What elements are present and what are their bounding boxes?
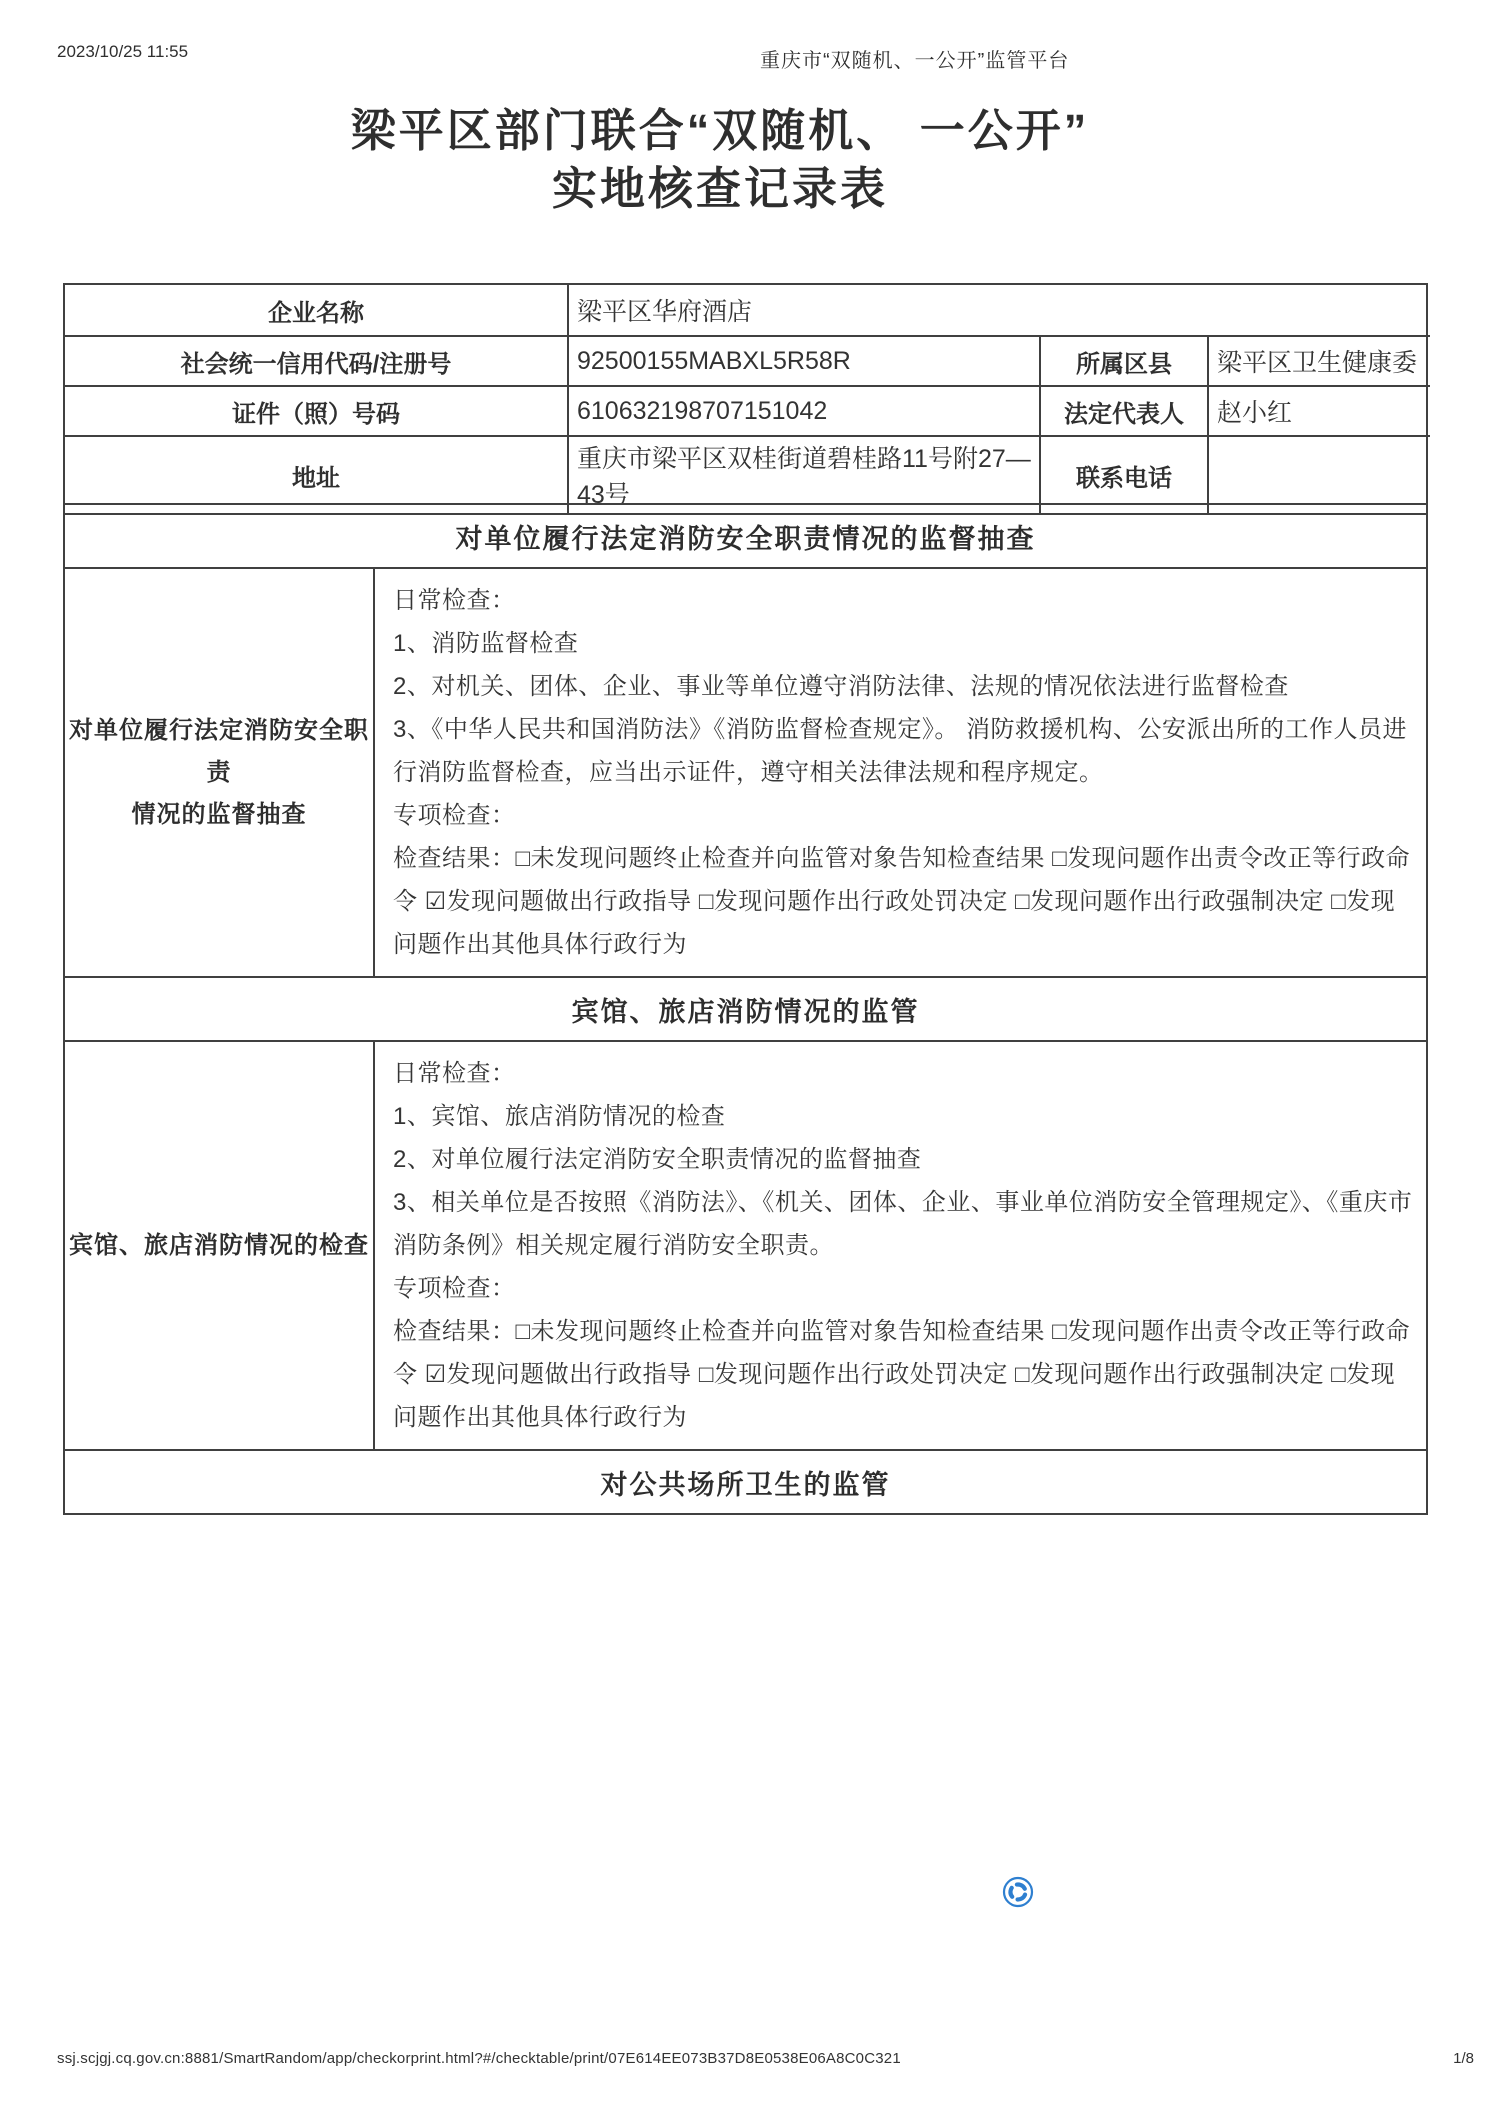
left-label-line2: 情况的监督抽查 <box>131 800 307 828</box>
check-result-line: 检查结果：□未发现问题终止检查并向监管对象告知检查结果 □发现问题作出责令改正等行政命令 ☑发现问题做出行政指导 □发现问题作出行政处罚决定 □发现问题作出行政强制决定 □发现问题作出其他具体行政行为 <box>393 845 1411 958</box>
document-title-line1: 梁平区部门联合“双随机、 一公开” <box>350 105 1090 156</box>
section-body-hotel-fire <box>65 1040 1426 1449</box>
swirl-refresh-icon <box>1002 1876 1034 1908</box>
document-title <box>0 102 1440 218</box>
platform-title: 重庆市“双随机、一公开”监管平台 <box>760 50 1070 72</box>
section-content-hotel-fire <box>375 1042 1430 1449</box>
check-item-2: 2、对机关、团体、企业、事业等单位遵守消防法律、法规的情况依法进行监督检查 <box>393 673 1289 700</box>
section-left-label-fire-duty <box>65 569 375 976</box>
label-enterprise-name: 企业名称 <box>268 299 364 327</box>
label-legal-representative: 法定代表人 <box>1039 385 1207 435</box>
section-content-fire-duty <box>375 569 1430 976</box>
left-label-line1: 对单位履行法定消防安全职责 <box>69 716 369 786</box>
check-item-3: 3、相关单位是否按照《消防法》、《机关、团体、企业、事业单位消防安全管理规定》、《重庆市消防条例》相关规定履行消防安全职责。 <box>393 1189 1413 1259</box>
section-body-fire-duty <box>65 567 1426 976</box>
label-contact-phone: 联系电话 <box>1039 435 1207 513</box>
check-item-2: 2、对单位履行法定消防安全职责情况的监督抽查 <box>393 1146 922 1173</box>
enterprise-info-table <box>63 283 1428 515</box>
value-address: 重庆市梁平区双桂街道碧桂路11号附27—43号 <box>567 435 1039 513</box>
section-header-public-hygiene: 对公共场所卫生的监管 <box>65 1449 1426 1513</box>
label-address: 地址 <box>65 435 567 513</box>
daily-check-title: 日常检查： <box>393 587 516 614</box>
value-legal-representative: 赵小红 <box>1207 385 1430 435</box>
page-number: 1/8 <box>1453 2050 1474 2067</box>
section-header-fire-duty: 对单位履行法定消防安全职责情况的监督抽查 <box>455 523 1036 554</box>
check-item-3: 3、《中华人民共和国消防法》《消防监督检查规定》。 消防救援机构、公安派出所的工作人员进行消防监督检查，应当出示证件，遵守相关法律法规和程序规定。 <box>393 716 1408 786</box>
document-title-line2: 实地核查记录表 <box>551 163 888 214</box>
check-item-1: 1、宾馆、旅店消防情况的检查 <box>393 1103 726 1130</box>
special-check-title: 专项检查： <box>393 1275 516 1302</box>
value-district: 梁平区卫生健康委 <box>1207 335 1430 385</box>
label-credit-code: 社会统一信用代码/注册号 <box>65 335 567 385</box>
value-credit-code: 92500155MABXL5R58R <box>567 335 1039 385</box>
float-widget-swirl-icon[interactable] <box>1002 1876 1034 1908</box>
footer-url: ssj.scjgj.cq.gov.cn:8881/SmartRandom/app/checkorprint.html?#/checktable/print/07E614EE073B37D8E0538E06A8C0C321 <box>57 2050 901 2067</box>
check-record-table <box>63 503 1428 1515</box>
label-certificate-number: 证件（照）号码 <box>65 385 567 435</box>
value-contact-phone <box>1207 435 1430 513</box>
daily-check-title: 日常检查： <box>393 1060 516 1087</box>
section-header-hotel-fire: 宾馆、旅店消防情况的监管 <box>65 976 1426 1040</box>
check-item-1: 1、消防监督检查 <box>393 630 579 657</box>
print-header <box>0 42 1488 72</box>
special-check-title: 专项检查： <box>393 802 516 829</box>
print-datetime: 2023/10/25 11:55 <box>57 42 189 61</box>
print-footer <box>0 2050 1488 2076</box>
section-left-label-hotel-fire <box>65 1042 375 1449</box>
value-certificate-number: 610632198707151042 <box>567 385 1039 435</box>
label-district: 所属区县 <box>1039 335 1207 385</box>
check-result-line: 检查结果：□未发现问题终止检查并向监管对象告知检查结果 □发现问题作出责令改正等行政命令 ☑发现问题做出行政指导 □发现问题作出行政处罚决定 □发现问题作出行政强制决定 □发现问题作出其他具体行政行为 <box>393 1318 1411 1431</box>
value-enterprise-name: 梁平区华府酒店 <box>567 285 1430 335</box>
left-label-line1: 宾馆、旅店消防情况的检查 <box>69 1231 369 1259</box>
